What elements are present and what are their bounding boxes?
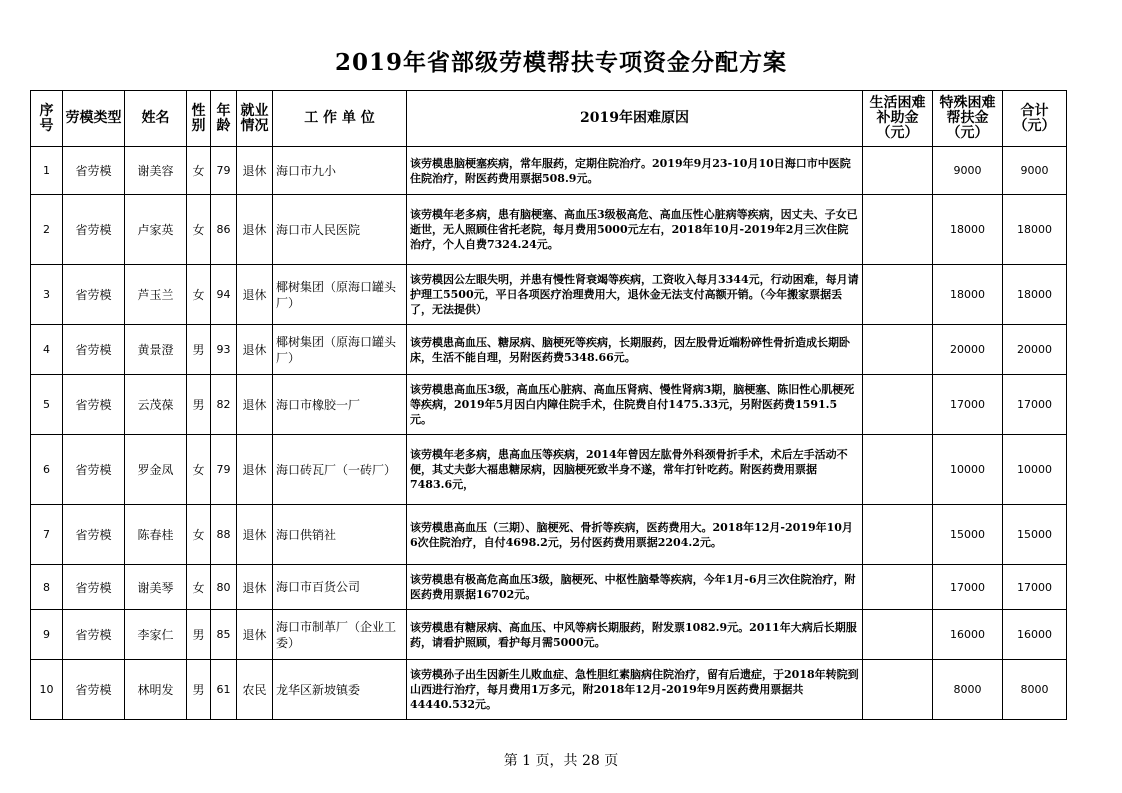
header-living: 生活困难补助金（元） (863, 91, 933, 147)
cell-total: 20000 (1003, 325, 1067, 375)
table-row (31, 610, 1067, 660)
cell-employment: 农民 (237, 660, 273, 720)
cell-seq: 6 (31, 435, 63, 505)
cell-special: 17000 (933, 565, 1003, 610)
cell-gender: 男 (187, 325, 211, 375)
cell-employment: 退休 (237, 265, 273, 325)
cell-reason: 该劳模年老多病，患有脑梗塞、高血压3级极高危、高血压性心脏病等疾病，因丈夫、子女已逝世，无人照顾住省托老院，每月费用5000元左右，2018年10月-2019年2月三次住院治疗，个人自费7324.24元。 (407, 195, 863, 265)
cell-type: 省劳模 (63, 147, 125, 195)
table-row (31, 435, 1067, 505)
cell-employment: 退休 (237, 375, 273, 435)
cell-name: 云茂葆 (125, 375, 187, 435)
cell-name: 芦玉兰 (125, 265, 187, 325)
cell-age: 94 (211, 265, 237, 325)
cell-living (863, 565, 933, 610)
cell-employment: 退休 (237, 195, 273, 265)
cell-age: 93 (211, 325, 237, 375)
cell-total: 17000 (1003, 375, 1067, 435)
cell-type: 省劳模 (63, 375, 125, 435)
cell-reason: 该劳模患高血压、糖尿病、脑梗死等疾病，长期服药，因左股骨近端粉碎性骨折造成长期卧床，生活不能自理，另附医药费5348.66元。 (407, 325, 863, 375)
cell-special: 15000 (933, 505, 1003, 565)
header-age: 年龄 (211, 91, 237, 147)
cell-reason: 该劳模患高血压（三期）、脑梗死、骨折等疾病，医药费用大。2018年12月-2019年10月6次住院治疗，自付4698.2元，另付医药费用票据2204.2元。 (407, 505, 863, 565)
cell-seq: 7 (31, 505, 63, 565)
header-special: 特殊困难帮扶金（元） (933, 91, 1003, 147)
cell-total: 18000 (1003, 195, 1067, 265)
cell-age: 86 (211, 195, 237, 265)
cell-living (863, 195, 933, 265)
cell-total: 8000 (1003, 660, 1067, 720)
cell-gender: 女 (187, 265, 211, 325)
cell-age: 82 (211, 375, 237, 435)
cell-living (863, 265, 933, 325)
cell-gender: 男 (187, 610, 211, 660)
cell-employment: 退休 (237, 147, 273, 195)
cell-seq: 5 (31, 375, 63, 435)
cell-seq: 9 (31, 610, 63, 660)
cell-total: 9000 (1003, 147, 1067, 195)
table-row (31, 147, 1067, 195)
cell-living (863, 147, 933, 195)
cell-name: 李家仁 (125, 610, 187, 660)
cell-special: 8000 (933, 660, 1003, 720)
header-seq: 序号 (31, 91, 63, 147)
cell-gender: 女 (187, 435, 211, 505)
cell-age: 85 (211, 610, 237, 660)
cell-employment: 退休 (237, 505, 273, 565)
allocation-table (30, 90, 1067, 720)
header-unit: 工 作 单 位 (273, 91, 407, 147)
cell-reason: 该劳模患脑梗塞疾病，常年服药，定期住院治疗。2019年9月23-10月10日海口市中医院住院治疗，附医药费用票据508.9元。 (407, 147, 863, 195)
cell-gender: 女 (187, 505, 211, 565)
cell-age: 61 (211, 660, 237, 720)
cell-gender: 女 (187, 147, 211, 195)
cell-reason: 该劳模孙子出生因新生儿败血症、急性胆红素脑病住院治疗，留有后遗症，于2018年转院到山西进行治疗，每月费用1万多元，附2018年12月-2019年9月医药费用票据共44440.532元。 (407, 660, 863, 720)
cell-type: 省劳模 (63, 265, 125, 325)
cell-type: 省劳模 (63, 610, 125, 660)
table-row (31, 325, 1067, 375)
cell-reason: 该劳模因公左眼失明，并患有慢性肾衰竭等疾病，工资收入每月3344元，行动困难，每月请护理工5500元，平日各项医疗治理费用大，退休金无法支付高额开销。（今年搬家票据丢了，无法提供） (407, 265, 863, 325)
cell-unit: 海口市橡胶一厂 (273, 375, 407, 435)
cell-total: 17000 (1003, 565, 1067, 610)
table-row (31, 375, 1067, 435)
cell-seq: 3 (31, 265, 63, 325)
cell-name: 谢美容 (125, 147, 187, 195)
cell-unit: 海口市百货公司 (273, 565, 407, 610)
cell-reason: 该劳模患高血压3级，高血压心脏病、高血压肾病、慢性肾病3期，脑梗塞、陈旧性心肌梗死等疾病，2019年5月因白内障住院手术，住院费自付1475.33元，另附医药费1591.5元。 (407, 375, 863, 435)
cell-name: 谢美琴 (125, 565, 187, 610)
page-footer: 第 1 页，共 28 页 (503, 753, 619, 769)
cell-special: 18000 (933, 265, 1003, 325)
cell-name: 卢家英 (125, 195, 187, 265)
cell-type: 省劳模 (63, 325, 125, 375)
cell-seq: 4 (31, 325, 63, 375)
page-title: 2019年省部级劳模帮扶专项资金分配方案 (334, 49, 787, 76)
cell-unit: 海口市人民医院 (273, 195, 407, 265)
cell-reason: 该劳模年老多病，患高血压等疾病，2014年曾因左肱骨外科颈骨折手术，术后左手活动不便，其丈夫彭大福患糖尿病，因脑梗死致半身不遂，常年打针吃药。附医药费用票据7483.6元， (407, 435, 863, 505)
cell-gender: 女 (187, 195, 211, 265)
cell-living (863, 610, 933, 660)
cell-seq: 1 (31, 147, 63, 195)
cell-living (863, 505, 933, 565)
table-row (31, 505, 1067, 565)
table-row (31, 660, 1067, 720)
header-name: 姓名 (125, 91, 187, 147)
cell-type: 省劳模 (63, 435, 125, 505)
cell-special: 18000 (933, 195, 1003, 265)
cell-type: 省劳模 (63, 505, 125, 565)
cell-name: 林明发 (125, 660, 187, 720)
cell-gender: 男 (187, 660, 211, 720)
cell-unit: 椰树集团（原海口罐头厂） (273, 325, 407, 375)
cell-unit: 海口供销社 (273, 505, 407, 565)
cell-living (863, 375, 933, 435)
cell-age: 79 (211, 435, 237, 505)
cell-unit: 椰树集团（原海口罐头厂） (273, 265, 407, 325)
cell-reason: 该劳模患有极高危高血压3级，脑梗死、中枢性脑晕等疾病，今年1月-6月三次住院治疗，附医药费用票据16702元。 (407, 565, 863, 610)
cell-type: 省劳模 (63, 660, 125, 720)
cell-seq: 2 (31, 195, 63, 265)
cell-employment: 退休 (237, 565, 273, 610)
cell-special: 16000 (933, 610, 1003, 660)
cell-employment: 退休 (237, 435, 273, 505)
header-row (31, 91, 1067, 147)
cell-total: 15000 (1003, 505, 1067, 565)
cell-age: 79 (211, 147, 237, 195)
cell-seq: 8 (31, 565, 63, 610)
cell-living (863, 325, 933, 375)
cell-seq: 10 (31, 660, 63, 720)
cell-special: 20000 (933, 325, 1003, 375)
cell-age: 80 (211, 565, 237, 610)
cell-total: 18000 (1003, 265, 1067, 325)
cell-reason: 该劳模患有糖尿病、高血压、中风等病长期服药，附发票1082.9元。2011年大病后长期服药，请看护照顾，看护每月需5000元。 (407, 610, 863, 660)
cell-special: 9000 (933, 147, 1003, 195)
cell-gender: 女 (187, 565, 211, 610)
table-row (31, 265, 1067, 325)
header-total: 合计（元） (1003, 91, 1067, 147)
cell-type: 省劳模 (63, 565, 125, 610)
cell-living (863, 435, 933, 505)
cell-employment: 退休 (237, 610, 273, 660)
header-gender: 性别 (187, 91, 211, 147)
cell-unit: 海口市制革厂（企业工委） (273, 610, 407, 660)
cell-unit: 海口砖瓦厂（一砖厂） (273, 435, 407, 505)
cell-total: 10000 (1003, 435, 1067, 505)
cell-name: 罗金凤 (125, 435, 187, 505)
cell-living (863, 660, 933, 720)
cell-age: 88 (211, 505, 237, 565)
cell-special: 10000 (933, 435, 1003, 505)
cell-name: 陈春桂 (125, 505, 187, 565)
table-row (31, 565, 1067, 610)
header-type: 劳模类型 (63, 91, 125, 147)
header-employment: 就业情况 (237, 91, 273, 147)
cell-employment: 退休 (237, 325, 273, 375)
header-reason: 2019年困难原因 (407, 91, 863, 147)
cell-special: 17000 (933, 375, 1003, 435)
cell-total: 16000 (1003, 610, 1067, 660)
cell-name: 黄景澄 (125, 325, 187, 375)
table-row (31, 195, 1067, 265)
cell-type: 省劳模 (63, 195, 125, 265)
cell-gender: 男 (187, 375, 211, 435)
cell-unit: 龙华区新坡镇委 (273, 660, 407, 720)
cell-unit: 海口市九小 (273, 147, 407, 195)
